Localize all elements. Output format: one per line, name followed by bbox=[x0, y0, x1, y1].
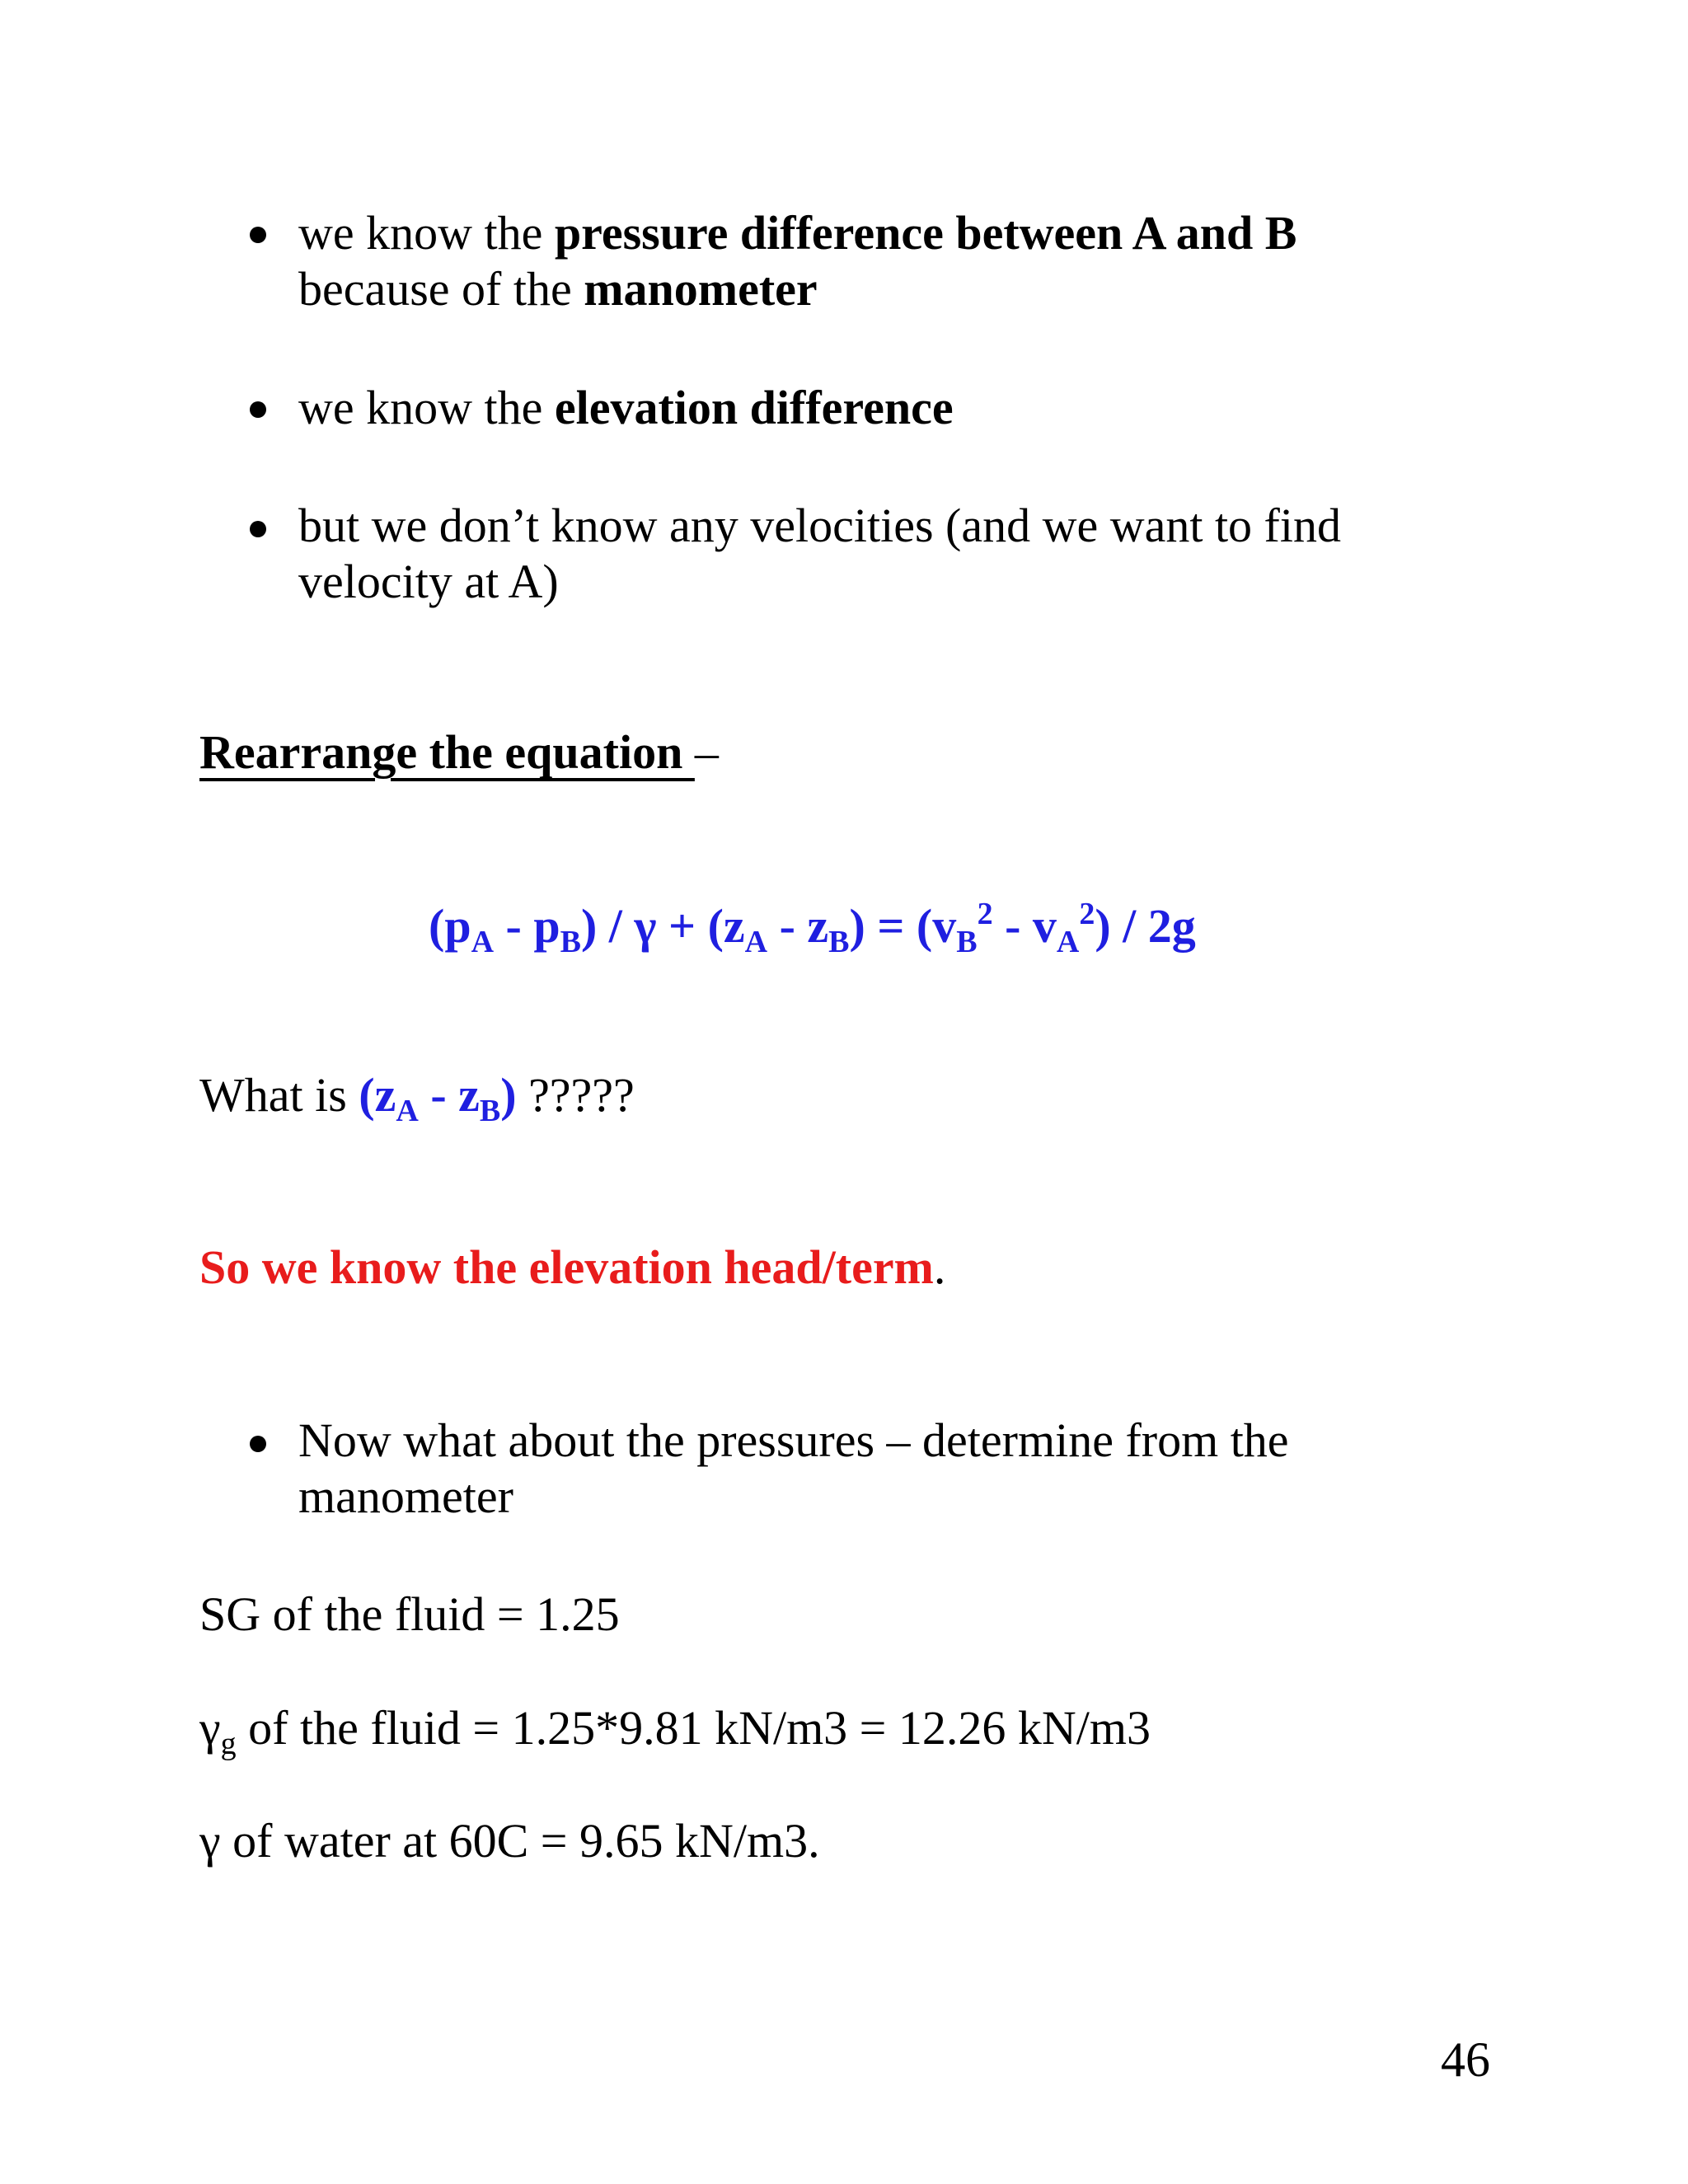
bullet-3-line-1: but we don’t know any velocities (and we want to find bbox=[298, 499, 1341, 552]
question-line bbox=[199, 1067, 635, 1128]
bullet-dot bbox=[250, 521, 266, 537]
q-part: - z bbox=[418, 1068, 480, 1122]
gamma-g-text: of the fluid = 1.25*9.81 kN/m3 = 12.26 kN/m3 bbox=[236, 1701, 1151, 1755]
heading-text: Rearrange the equation bbox=[199, 725, 695, 779]
eq-part: - p bbox=[494, 899, 560, 953]
page-number: 46 bbox=[1441, 2032, 1490, 2087]
eq-part: - v bbox=[992, 899, 1057, 953]
eq-part: ) = (v bbox=[849, 899, 957, 953]
bullet-2-text: we know the bbox=[298, 381, 555, 434]
bullet-1-line-2-text: because of the bbox=[298, 262, 584, 316]
gamma-symbol: γ bbox=[199, 1814, 221, 1868]
eq-sup: 2 bbox=[1079, 897, 1095, 931]
section-heading bbox=[199, 724, 719, 780]
eq-sub: B bbox=[956, 925, 978, 959]
eq-sub: B bbox=[828, 925, 850, 959]
bullet-4-line-2: manometer bbox=[298, 1469, 513, 1523]
bullet-4-line-1: Now what about the pressures – determine from the bbox=[298, 1413, 1289, 1467]
eq-sub: A bbox=[471, 925, 495, 959]
q-part: ) bbox=[500, 1068, 517, 1122]
eq-sub: B bbox=[560, 925, 581, 959]
red-text: So we know the elevation head/term bbox=[199, 1240, 934, 1294]
bullet-dot bbox=[250, 401, 266, 418]
gamma-g-line bbox=[199, 1700, 1151, 1761]
eq-part: - z bbox=[767, 899, 829, 953]
bullet-2 bbox=[298, 380, 954, 436]
q-sub: B bbox=[479, 1094, 501, 1128]
question-expr bbox=[359, 1068, 517, 1128]
gamma-sub: g bbox=[220, 1727, 237, 1761]
eq-sub: A bbox=[744, 925, 768, 959]
question-marks: ????? bbox=[516, 1068, 635, 1122]
red-statement bbox=[199, 1240, 945, 1296]
bernoulli-equation bbox=[429, 897, 1196, 959]
gamma-water-line bbox=[199, 1813, 820, 1869]
bullet-1-line-1 bbox=[298, 205, 1296, 261]
eq-sub: A bbox=[1056, 925, 1080, 959]
bullet-3-line-2: velocity at A) bbox=[298, 555, 559, 608]
bullet-2-bold: elevation difference bbox=[554, 381, 954, 434]
eq-part: (p bbox=[429, 899, 471, 953]
bullet-1-line-2 bbox=[298, 261, 818, 317]
bullet-dot bbox=[250, 227, 266, 243]
sg-line: SG of the fluid = 1.25 bbox=[199, 1587, 620, 1641]
eq-part: ) / 2g bbox=[1095, 899, 1196, 953]
q-part: (z bbox=[359, 1068, 396, 1122]
bullet-dot bbox=[250, 1436, 266, 1452]
eq-part: ) / γ + (z bbox=[580, 899, 745, 953]
gamma-water-text: of water at 60C = 9.65 kN/m3. bbox=[220, 1814, 820, 1868]
red-period: . bbox=[933, 1240, 946, 1294]
bullet-1-bold: pressure difference between A and B bbox=[554, 206, 1297, 260]
eq-sup: 2 bbox=[977, 897, 993, 931]
gamma-symbol: γ bbox=[199, 1701, 221, 1755]
heading-dash: – bbox=[694, 725, 719, 779]
bullet-1-line-2-bold: manometer bbox=[584, 262, 818, 316]
bullet-1-text: we know the bbox=[298, 206, 555, 260]
q-sub: A bbox=[396, 1094, 419, 1128]
question-text: What is bbox=[199, 1068, 359, 1122]
